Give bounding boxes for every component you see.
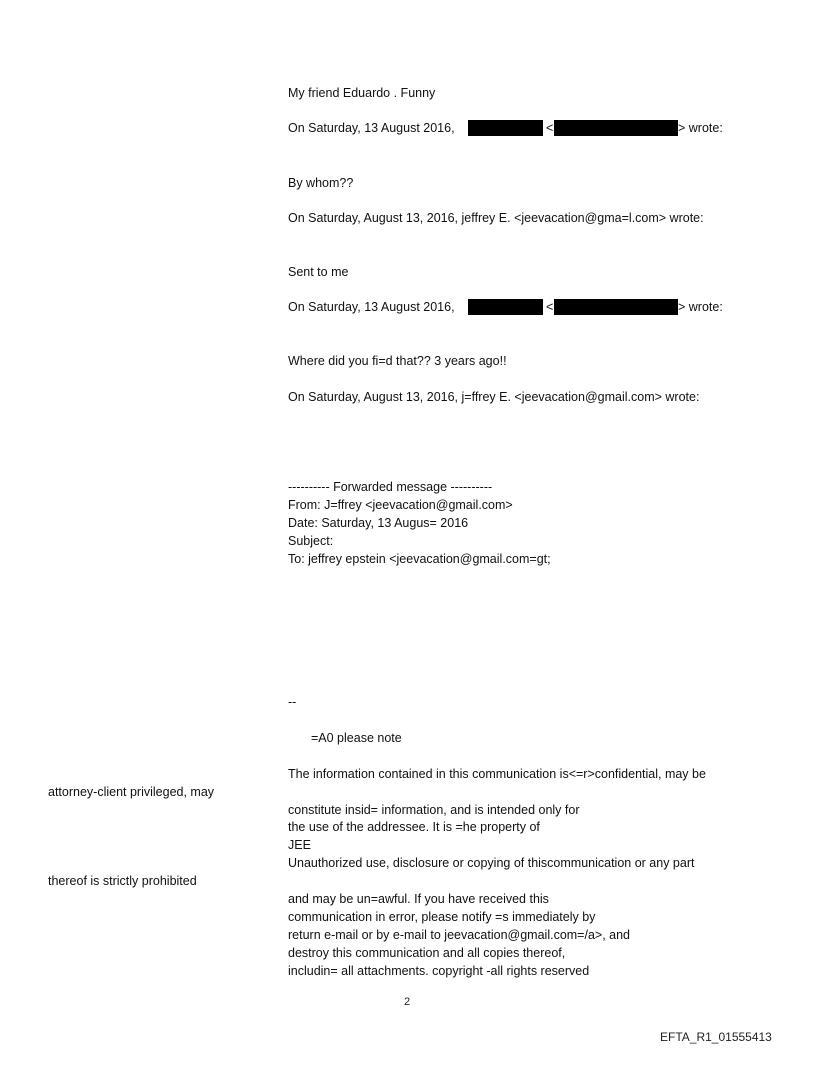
forwarded-to: To: jeffrey epstein <jeevacation@gmail.com=gt; xyxy=(288,552,551,566)
signature-separator: -- xyxy=(288,695,297,709)
disclaimer-line-7: communication in error, please notify =s immediately by xyxy=(288,910,596,924)
reply-line-4: Where did you fi=d that?? 3 years ago!! xyxy=(288,354,507,368)
reply-line-2: By whom?? xyxy=(288,176,354,190)
forwarded-header: ---------- Forwarded message ---------- xyxy=(288,480,493,494)
disclaimer-line-5: Unauthorized use, disclosure or copying of thiscommunication or any part xyxy=(288,856,695,870)
quote-header-1-wrote: > wrote: xyxy=(678,121,723,135)
document-id: EFTA_R1_01555413 xyxy=(660,1030,772,1044)
page-number: 2 xyxy=(404,996,411,1008)
quote-header-4: On Saturday, August 13, 2016, j=ffrey E. <jeevacation@gmail.com> wrote: xyxy=(288,390,700,404)
quote-header-1-lt: < xyxy=(546,121,554,135)
disclaimer-line-10: includin= all attachments. copyright -all rights reserved xyxy=(288,964,590,978)
redaction-name-1 xyxy=(468,120,543,136)
quote-header-3-wrote: > wrote: xyxy=(678,300,723,314)
disclaimer-line-4: JEE xyxy=(288,838,311,852)
disclaimer-line-6: and may be un=awful. If you have received this xyxy=(288,892,549,906)
quote-header-3-lt: < xyxy=(546,300,554,314)
reply-line-3: Sent to me xyxy=(288,265,349,279)
redaction-email-2 xyxy=(554,299,678,315)
forwarded-subject: Subject: xyxy=(288,534,334,548)
redaction-name-2 xyxy=(468,299,543,315)
quote-header-3: On Saturday, 13 August 2016, xyxy=(288,300,455,314)
disclaimer-line-5b: thereof is strictly prohibited xyxy=(48,874,197,888)
disclaimer-line-8: return e-mail or by e-mail to jeevacation@gmail.com=/a>, and xyxy=(288,928,631,942)
disclaimer-line-1b: attorney-client privileged, may xyxy=(48,785,215,799)
quote-header-2: On Saturday, August 13, 2016, jeffrey E. <jeevacation@gma=l.com> wrote: xyxy=(288,211,704,225)
reply-line-1: My friend Eduardo . Funny xyxy=(288,86,436,100)
forwarded-from: From: J=ffrey <jeevacation@gmail.com> xyxy=(288,498,513,512)
quote-header-1: On Saturday, 13 August 2016, xyxy=(288,121,455,135)
disclaimer-line-9: destroy this communication and all copies thereof, xyxy=(288,946,566,960)
disclaimer-line-3: the use of the addressee. It is =he property of xyxy=(288,820,540,834)
disclaimer-line-2: constitute insid= information, and is intended only for xyxy=(288,803,580,817)
please-note: =A0 please note xyxy=(311,731,402,745)
forwarded-date: Date: Saturday, 13 Augus= 2016 xyxy=(288,516,469,530)
redaction-email-1 xyxy=(554,120,678,136)
disclaimer-line-1: The information contained in this communication is<=r>confidential, may be xyxy=(288,767,706,781)
